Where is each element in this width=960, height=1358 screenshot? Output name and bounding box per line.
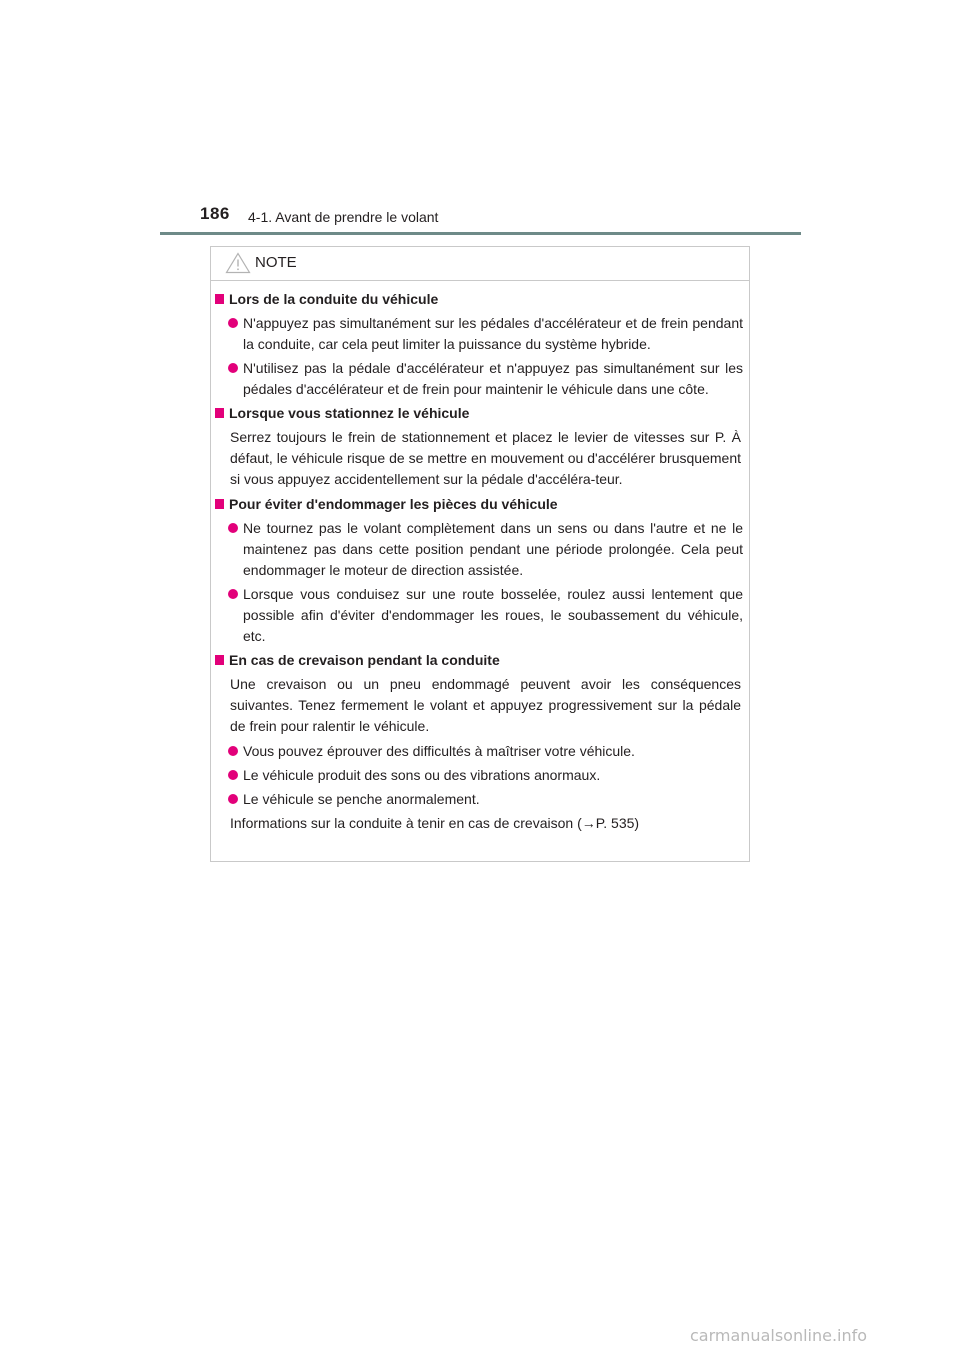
- square-bullet-icon: [215, 499, 224, 509]
- round-bullet-icon: [228, 770, 238, 780]
- list-item: [243, 358, 743, 400]
- section-heading: [211, 403, 749, 423]
- note-title: NOTE: [255, 254, 297, 271]
- note-header: [211, 247, 749, 281]
- watermark: carmanualsonline.info: [690, 1326, 868, 1345]
- section-heading-text: Lorsque vous stationnez le véhicule: [229, 405, 470, 421]
- paragraph: Serrez toujours le frein de stationnement et placez le levier de vitesses sur P. À défaut, le véhicule risque de se mettre en mouvement ou d'accélérer brusquement si vous appuyez accidentellement sur la pédale d'accéléra-teur.: [230, 429, 741, 487]
- round-bullet-icon: [228, 363, 238, 373]
- round-bullet-icon: [228, 523, 238, 533]
- page-number: 186: [200, 204, 230, 223]
- section-heading-text: En cas de crevaison pendant la conduite: [229, 652, 500, 668]
- section-driving: [211, 289, 749, 400]
- list-item: [243, 584, 743, 647]
- warning-triangle-icon: [225, 252, 251, 274]
- list-item-text: Le véhicule produit des sons ou des vibrations anormaux.: [243, 767, 601, 783]
- square-bullet-icon: [215, 655, 224, 665]
- header-rule: [160, 232, 801, 235]
- square-bullet-icon: [215, 408, 224, 418]
- section-heading: [211, 289, 749, 309]
- round-bullet-icon: [228, 589, 238, 599]
- section-heading: [211, 650, 749, 670]
- square-bullet-icon: [215, 294, 224, 304]
- section-heading: [211, 494, 749, 514]
- list-item: [243, 518, 743, 581]
- list-item-text: Vous pouvez éprouver des difficultés à maîtriser votre véhicule.: [243, 743, 635, 759]
- note-content: [211, 289, 749, 838]
- round-bullet-icon: [228, 318, 238, 328]
- note-box: [210, 246, 750, 862]
- section-heading-text: Pour éviter d'endommager les pièces du véhicule: [229, 496, 558, 512]
- section-flat-tire: [211, 650, 749, 834]
- list-item: [243, 789, 743, 810]
- section-title: 4-1. Avant de prendre le volant: [248, 209, 439, 225]
- list-item-text: N'appuyez pas simultanément sur les pédales d'accélérateur et de frein pendant la conduite, car cela peut limiter la puissance du système hybride.: [243, 315, 743, 352]
- section-heading-text: Lors de la conduite du véhicule: [229, 291, 439, 307]
- section-parking: [211, 403, 749, 490]
- list-item: [243, 765, 743, 786]
- page-reference: Informations sur la conduite à tenir en cas de crevaison (→P. 535): [230, 815, 640, 831]
- list-item-text: Lorsque vous conduisez sur une route bosselée, roulez aussi lentement que possible afin d'éviter d'endommager les roues, le soubassement du véhicule, etc.: [243, 586, 743, 644]
- list-item: [243, 741, 743, 762]
- paragraph: Une crevaison ou un pneu endommagé peuvent avoir les conséquences suivantes. Tenez fermement le volant et appuyez progressivement sur la pédale de frein pour ralentir le véhicule.: [230, 676, 741, 734]
- list-item-text: Le véhicule se penche anormalement.: [243, 791, 480, 807]
- list-item-text: Ne tournez pas le volant complètement dans un sens ou dans l'autre et ne le maintenez pas dans cette position pendant une période prolongée. Cela peut endommager le moteur de direction assistée.: [243, 520, 743, 578]
- list-item-text: N'utilisez pas la pédale d'accélérateur et n'appuyez pas simultanément sur les pédales d'accélérateur et de frein pour maintenir le véhicule dans une côte.: [243, 360, 743, 397]
- round-bullet-icon: [228, 746, 238, 756]
- list-item: [243, 313, 743, 355]
- section-damage: [211, 494, 749, 647]
- round-bullet-icon: [228, 794, 238, 804]
